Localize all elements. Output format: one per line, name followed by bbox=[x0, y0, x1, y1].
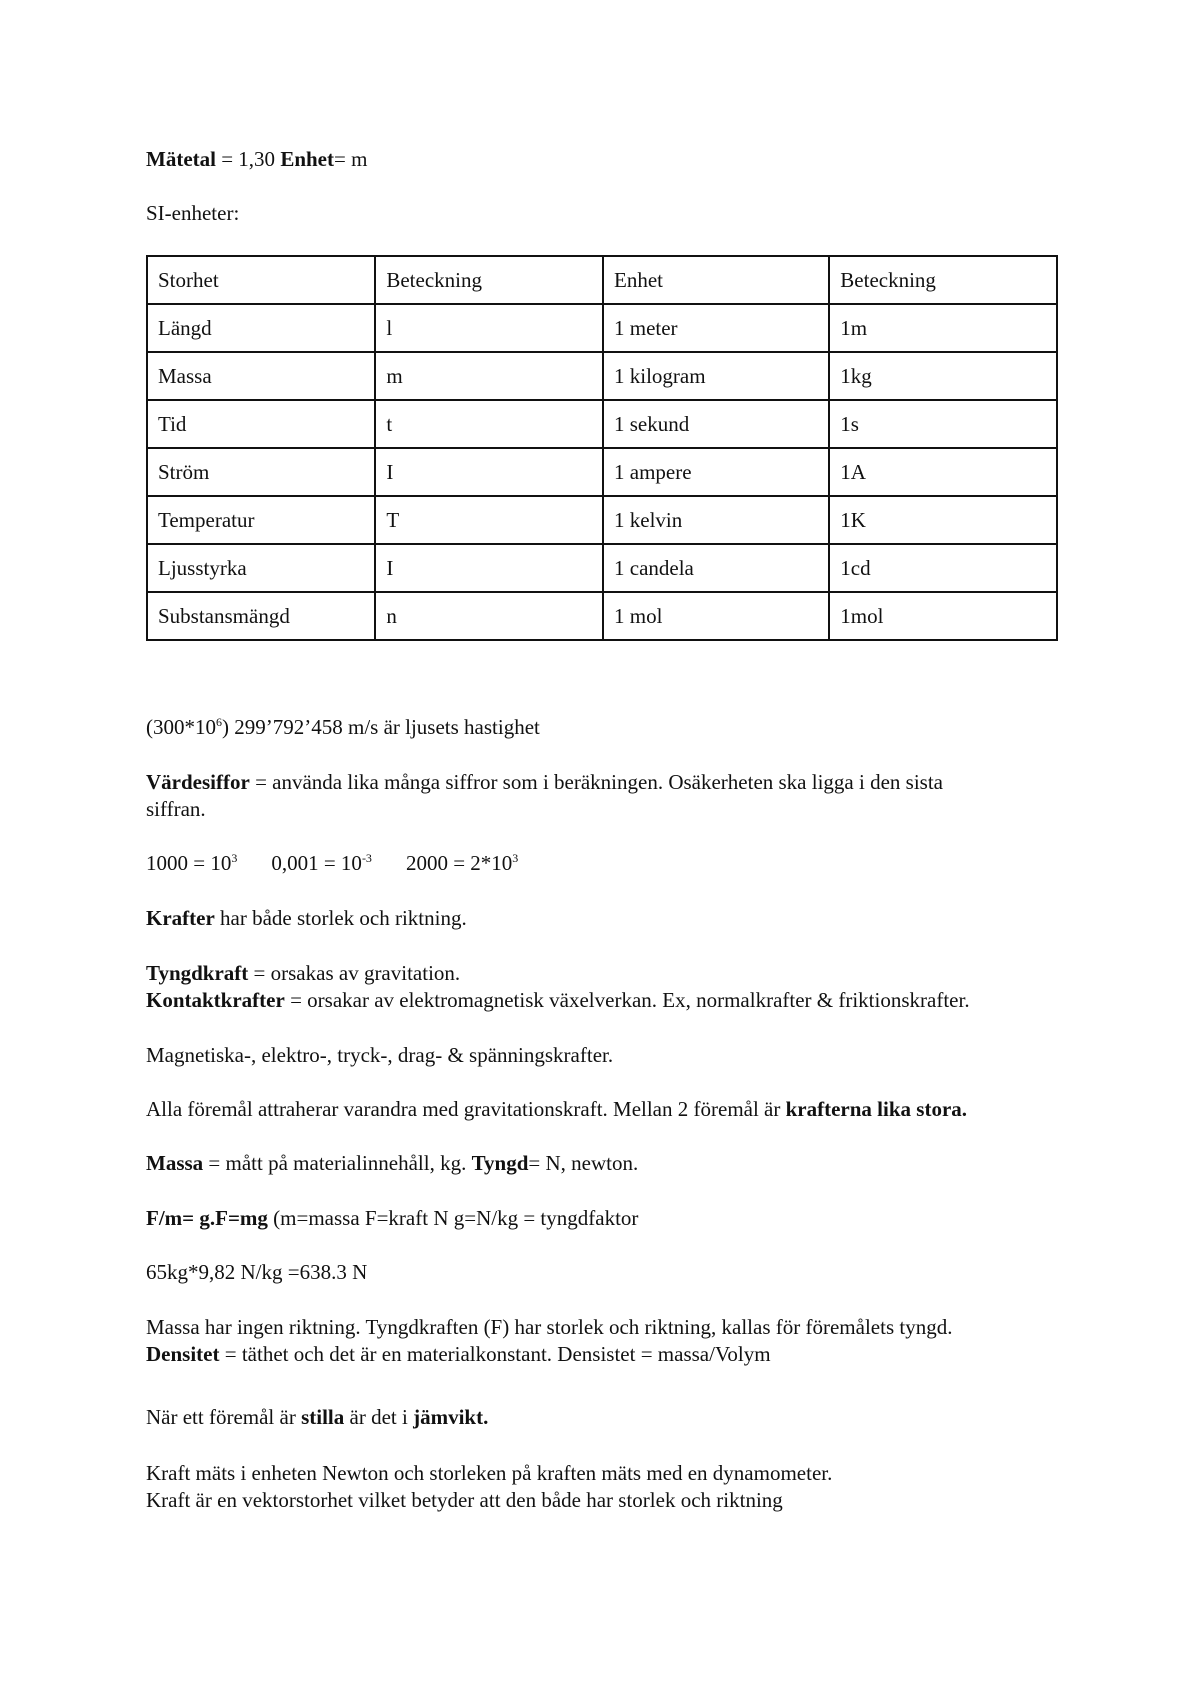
table-cell: I bbox=[375, 544, 603, 592]
enhet-value: = m bbox=[334, 147, 368, 171]
table-cell: Tid bbox=[147, 400, 375, 448]
table-row bbox=[147, 352, 1057, 400]
exponent: -3 bbox=[361, 851, 372, 865]
matetal-label: Mätetal bbox=[146, 147, 216, 171]
table-cell: 1 kilogram bbox=[603, 352, 829, 400]
magnetiska-line: Magnetiska-, elektro-, tryck-, drag- & spänningskrafter. bbox=[146, 1043, 614, 1067]
calculation-line: 65kg*9,82 N/kg =638.3 N bbox=[146, 1260, 368, 1284]
kontaktkrafter-label: Kontaktkrafter bbox=[146, 988, 285, 1012]
massa-label: Massa bbox=[146, 1151, 204, 1175]
vardesiffor-line: Värdesiffor = använda lika många siffror som i beräkningen. Osäkerheten ska ligga i den sista bbox=[146, 770, 943, 794]
table-cell: I bbox=[375, 448, 603, 496]
light-speed-line: $(300*10^6)$ 299’792’458 m/s är ljusets hastighet bbox=[146, 715, 540, 739]
table-cell: 1kg bbox=[829, 352, 1057, 400]
table-row bbox=[147, 448, 1057, 496]
table-cell: Ström bbox=[147, 448, 375, 496]
table-header-row bbox=[147, 256, 1057, 304]
si-units-table bbox=[146, 255, 1058, 641]
exponent: 6 bbox=[216, 715, 222, 729]
table-cell: 1mol bbox=[829, 592, 1057, 640]
si-heading: SI-enheter: bbox=[146, 201, 240, 225]
table-cell: 1cd bbox=[829, 544, 1057, 592]
tyngdkraft-label: Tyngdkraft bbox=[146, 961, 249, 985]
matetal-line bbox=[146, 146, 367, 173]
table-cell: n bbox=[375, 592, 603, 640]
alla-foremal-line: Alla föremål attraherar varandra med gravitationskraft. Mellan 2 föremål är krafterna lika stora. bbox=[146, 1097, 968, 1121]
kontaktkrafter-line: Kontaktkrafter = orsakar av elektromagnetisk växelverkan. Ex, normalkrafter & friktionskrafter. bbox=[146, 988, 970, 1012]
table-cell: Temperatur bbox=[147, 496, 375, 544]
kraft-newton-line: Kraft mäts i enheten Newton och storleken på kraften mäts med en dynamometer. bbox=[146, 1461, 833, 1485]
table-cell: Ljusstyrka bbox=[147, 544, 375, 592]
table-cell: 1 candela bbox=[603, 544, 829, 592]
massa-riktning-line: Massa har ingen riktning. Tyngdkraften (F) har storlek och riktning, kallas för föremålets tyngd. bbox=[146, 1315, 953, 1339]
formula: F/m= g.F=mg bbox=[146, 1206, 268, 1230]
powers-line: $1000 = 10^3$ $0,001 = 10^{-3}$ $2000 = 2*10^3$ bbox=[146, 851, 519, 875]
table-row bbox=[147, 544, 1057, 592]
matetal-value: = 1,30 bbox=[215, 147, 281, 171]
vardesiffor-label: Värdesiffor bbox=[146, 770, 250, 794]
densitet-label: Densitet bbox=[146, 1342, 220, 1366]
jamvikt-line: När ett föremål är stilla är det i jämvikt. bbox=[146, 1405, 489, 1429]
header-cell: Beteckning bbox=[829, 256, 1057, 304]
table-cell: T bbox=[375, 496, 603, 544]
table-row bbox=[147, 400, 1057, 448]
table-cell: 1m bbox=[829, 304, 1057, 352]
table-row bbox=[147, 592, 1057, 640]
header-cell: Beteckning bbox=[375, 256, 603, 304]
table-cell: 1 mol bbox=[603, 592, 829, 640]
formula-line: F/m= g.F=mg (m=massa F=kraft N g=N/kg = tyngdfaktor bbox=[146, 1206, 639, 1230]
krafterna-lika-stora: krafterna lika stora. bbox=[785, 1097, 968, 1121]
table-cell: t bbox=[375, 400, 603, 448]
table-cell: Massa bbox=[147, 352, 375, 400]
table-cell: 1 meter bbox=[603, 304, 829, 352]
vardesiffor-line-2: siffran. bbox=[146, 797, 206, 821]
densitet-line: Densitet = täthet och det är en materialkonstant. Densistet = massa/Volym bbox=[146, 1342, 771, 1366]
table-cell: 1 kelvin bbox=[603, 496, 829, 544]
massa-line: Massa = mått på materialinnehåll, kg. Tyngd= N, newton. bbox=[146, 1151, 639, 1175]
tyngd-label: Tyngd bbox=[471, 1151, 529, 1175]
krafter-line: Krafter har både storlek och riktning. bbox=[146, 906, 467, 930]
table-cell: l bbox=[375, 304, 603, 352]
table-cell: 1A bbox=[829, 448, 1057, 496]
table-row bbox=[147, 496, 1057, 544]
exponent: 3 bbox=[512, 851, 519, 865]
jamvikt-word: jämvikt. bbox=[413, 1405, 489, 1429]
table-cell: 1K bbox=[829, 496, 1057, 544]
table-cell: Substansmängd bbox=[147, 592, 375, 640]
header-cell: Storhet bbox=[147, 256, 375, 304]
exponent: 3 bbox=[231, 851, 238, 865]
krafter-label: Krafter bbox=[146, 906, 215, 930]
table-cell: 1s bbox=[829, 400, 1057, 448]
table-cell: Längd bbox=[147, 304, 375, 352]
tyngdkraft-line: Tyngdkraft = orsakas av gravitation. bbox=[146, 961, 461, 985]
table-cell: 1 ampere bbox=[603, 448, 829, 496]
stilla-word: stilla bbox=[301, 1405, 345, 1429]
kraft-vektor-line: Kraft är en vektorstorhet vilket betyder att den både har storlek och riktning bbox=[146, 1488, 783, 1512]
table-row bbox=[147, 304, 1057, 352]
header-cell: Enhet bbox=[603, 256, 829, 304]
table-cell: 1 sekund bbox=[603, 400, 829, 448]
table-cell: m bbox=[375, 352, 603, 400]
enhet-label: Enhet bbox=[280, 147, 334, 171]
